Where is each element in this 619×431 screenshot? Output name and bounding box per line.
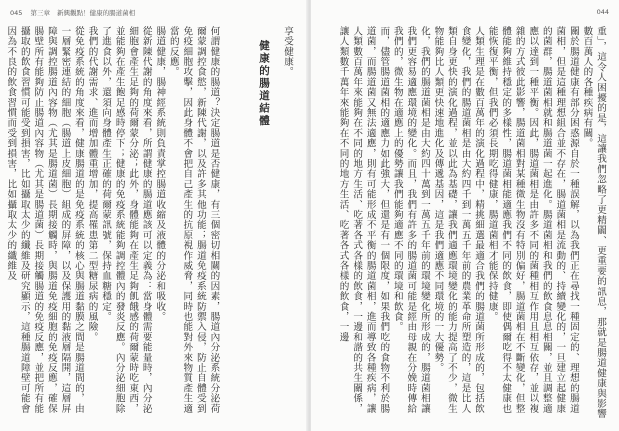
left-page-header: [10, 8, 135, 17]
left-body-text: [5, 26, 294, 421]
paragraph: 從新陳代謝的角度來看，所謂健康的腸道應該可以定義為：當身體需要能量時，內分泌細胞會產生足夠的荷爾蒙分泌；此外，身體能夠在產生足夠飢餓感的荷爾蒙時吃東西，並能夠在產生飽足感時停下；健康的免疫系統能夠調控體內的發炎反應。內分泌細胞除了進食以外，還須向身體產生正確的荷爾蒙訊號，保持血糖穩定。: [100, 26, 152, 414]
intro-line: 享受健康。: [282, 26, 293, 77]
paragraph: 我們的代謝需求、進而增加體重增加，提高罹患第二型糖尿病的風險。: [86, 26, 98, 343]
paragraph: 關於腸道健康有部分困惑源自於一種誤解，以為我們正在尋找一種固定的、理想的腸道菌相，但是這種理想組合並不存在，腸道菌相是流動的、持續變化的，一旦建立起健康的菌群，腸道菌相就和腸道菌一起進化。腸道菌相和我們的飲食息息相關，並且調整適應以達到一種平衡。因此，腸道菌相是由許多不同的菌種相互作用且相互依存，並以複雜的方式彼此影響，腸道菌相對某種微生物沒有特別偏好，腸道菌相在不斷變化，但整體能夠維持穩定的多樣性，腸道菌相能適應我們不同的飲食，即使偶爾吃得不太健康也能恢復平衡，但我們必須長期吃得健康，腸道菌相才能保持健康。: [486, 26, 579, 414]
right-page-header: [597, 8, 609, 16]
running-title-left: 新興觀點！健康的腸道菌相: [57, 9, 136, 17]
right-page: [311, 0, 619, 431]
paragraph: 人類生理是在數百萬年的演化過程中，精挑細選最適合我們的腸道菌所形成的，包括飲食變化，我們的腸道菌相是由大約四千到一萬五千年前的農業革命所塑造的，這是比人類自身更快的演化過程，並以此為基礎，讓我們適應環境變化的能力提高了不少，微生物能夠比人類更快速地進化及傳遞基因，這是我們適應不同環境的一大優勢。: [432, 26, 485, 414]
section-heading: 健康的腸道結體: [258, 40, 270, 128]
page-number-right: 044: [596, 8, 609, 16]
paragraph: 而，儘管腸道菌相的適應力如此強大，但還是有一個限度，如果我們吃的食物不利於腸道菌，而腸道菌又無法適應，則有可能形成不平衡的腸道菌相，進而導致各種疾病，讓人類數百萬年來能夠在不同的地方生活、吃著各式各樣的飲食，一邊和諧的共生關係，讓人類數千萬年來能夠在不同的地方生活、吃著各式各樣的飲食，一邊: [337, 26, 390, 414]
paragraph: 腸道健康，腸神經系統則負責掌控腸道收縮及液體的分泌和吸收。: [154, 26, 166, 322]
paragraph: 化，我們的腸道菌相是由大約四十萬到一萬五千年前的環境變化所形成的，腸道菌相讓我們更容易適應環境的變化。而且，我們有許多的腸道菌可能是經由母親在分娩時傳給我們的，微生物在適應上的優勢讓我們能夠適應不同的環境和飲食。: [391, 26, 430, 414]
paragraph: 重」，這令人困擾的是，這讓我們忽略了更精闢、更重要的訊息，那就是腸道健康與影響數百萬人的各種疾病有關。: [581, 26, 606, 419]
paragraph: 從免疫系統的角度來看，健康腸道的是免疫系統的核心與腸道黏膜之間是腸道間的，由一層緊密連結的細胞（腸道上皮細胞）組成的屏障，以及保護用的黏液層隔開，這層屏障與調控腸道內容物（尤其是腸道菌）長期接觸時，與腸道免疫細胞的免疫反應，確保腸壁所有能夠防止腸道內容物（尤其是腸道菌）長期接觸腸道的免疫反應，並把所有能攝取的飲食習慣可能受到損害，比如攝取太少的纖維及研究顯示，這種腸道障壁可能會因為不良的飲食習慣而受到損害，比如攝取太少的纖維及: [5, 26, 84, 414]
paragraph: 何謂健康的腸道？決定腸道是否健康，有三個密切相關的因素，腸道內分泌系統分泌荷爾蒙調控食慾，新陳代謝，以及許多其他功能；腸道免疫系統防禦入侵，防止自體受到免疫細胞攻擊，因此身體不會把自己產生的抗原視作威脅，同時也能對外來物質產生適當的反應。: [167, 26, 220, 414]
chapter-label: 第三章: [30, 9, 50, 17]
right-body-text: [337, 26, 607, 421]
left-page: [0, 0, 308, 431]
page-number-left: 045: [10, 9, 23, 17]
